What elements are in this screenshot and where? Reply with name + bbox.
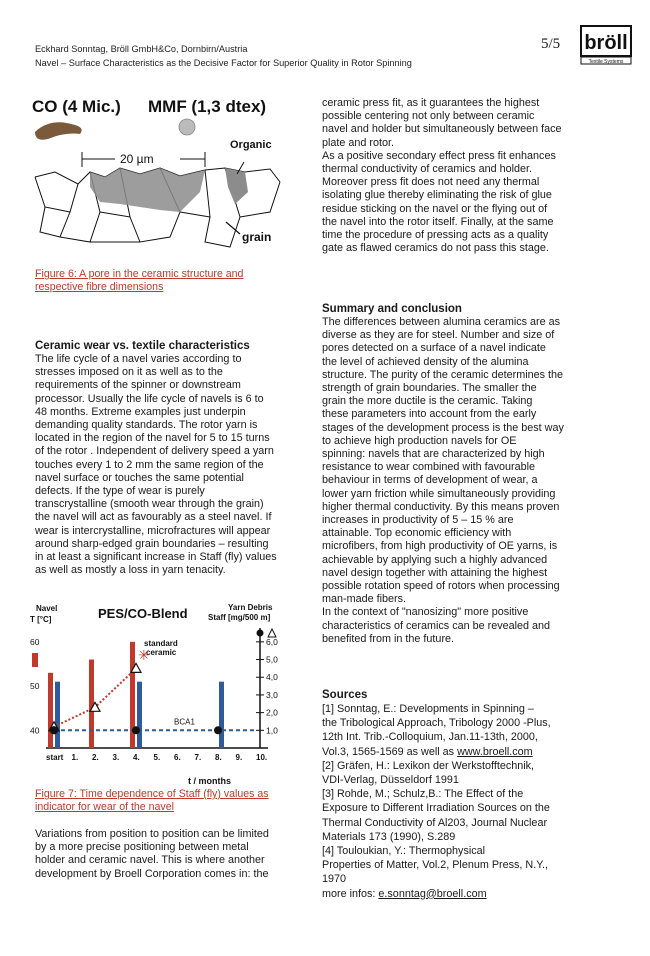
- para-line: touches every 1 to 2 mm the same region of the: [35, 458, 264, 471]
- para-line: to achieve high production navels for OE: [322, 434, 517, 447]
- x-tick-label: 5.: [153, 753, 161, 762]
- bar-bca1: [137, 682, 142, 748]
- right-tick-label: 5,0: [266, 654, 278, 665]
- heading-sources: Sources: [322, 689, 368, 701]
- left-axis-label: Navel T [°C]: [30, 604, 58, 624]
- para-line: characteristics of ceramics can be revealed and: [322, 619, 551, 632]
- para-line: behaviour in terms of development of wear, a: [322, 474, 538, 487]
- page-number: 5/5: [541, 36, 561, 52]
- para-line: by a more precise positioning between metal: [35, 841, 249, 854]
- right-tick-label: 1,0: [266, 725, 278, 736]
- header-title: Navel – Surface Characteristics as the Decisive Factor for Superior Quality in Rotor Spinning: [35, 58, 412, 68]
- source-text: Vol.3, 1565-1569 as well as: [322, 745, 455, 758]
- left-tick-label: 60: [30, 636, 40, 647]
- x-tick-label: start: [46, 753, 64, 762]
- para-line: possible rotation speed of rotors when processing: [322, 580, 560, 593]
- x-tick-label: 7.: [194, 753, 202, 762]
- figure-7-caption: [35, 788, 285, 814]
- source-line: VDI-Verlag, Düsseldorf 1991: [322, 774, 459, 787]
- section-sources: [322, 688, 570, 902]
- source-line: [3] Rohde, M.; Schulz,B.: The Effect of the: [322, 788, 524, 801]
- para-line: pores detected on a surface of a navel indicate: [322, 342, 546, 355]
- point-bca1: [132, 726, 140, 734]
- annotation-standard: standard: [144, 639, 178, 648]
- para-line: The life cycle of a navel varies according to: [35, 353, 242, 365]
- bar-standard: [48, 673, 53, 748]
- right-tick-label: 2,0: [266, 707, 278, 718]
- para-line: As a positive secondary effect press fit enhances: [322, 149, 556, 162]
- para-line: strength of grain boundaries. The smaller the: [322, 382, 537, 395]
- figure-6-pore-diagram: [30, 92, 290, 262]
- link-email[interactable]: e.sonntag@broell.com: [378, 887, 487, 900]
- label-grain: grain: [242, 230, 272, 244]
- x-tick-label: 2.: [92, 753, 99, 762]
- para-line: these parameters into account from the early: [322, 408, 537, 421]
- para-line: holder and ceramic navel. This is where another: [35, 854, 265, 867]
- organic-debris-area: [225, 168, 248, 204]
- source-line: [2] Gräfen, H.: Lexikon der Werkstofftechnik,: [322, 759, 535, 772]
- para-line: development by Broell Corporation comes in: the: [35, 867, 269, 880]
- logo-text: bröll: [584, 32, 628, 54]
- right-tick-label: 3,0: [266, 689, 278, 700]
- para-line: transcrystalline (smooth wear through the grain): [35, 498, 264, 511]
- figure-7-caption-line1: Figure 7: Time dependence of Staff (fly) values as: [35, 788, 269, 800]
- header-author: Eckhard Sonntag, Bröll GmbH&Co, Dornbirn/Austria: [35, 44, 248, 54]
- label-co: CO (4 Mic.): [32, 97, 121, 116]
- para-line: thermal conductivity of ceramics and holder.: [322, 163, 533, 176]
- para-line: lower yarn friction while simultaneously providing: [322, 487, 556, 500]
- label-scale: 20 µm: [120, 152, 154, 166]
- annotation-bca1: BCA1: [174, 717, 195, 727]
- logo-sub: Textile Systems: [588, 59, 624, 65]
- figure-7-chart: [28, 598, 290, 786]
- para-line: higher thermal conductivity. By this means proven: [322, 500, 560, 513]
- para-line: Variations from position to position can be limited: [35, 828, 269, 840]
- pore-area: [90, 168, 205, 212]
- right-tick-label: 4,0: [266, 672, 278, 683]
- source-line: [1] Sonntag, E.: Developments in Spinning –: [322, 703, 534, 715]
- para-line: wear is intercrystalline, microfractures will appear: [35, 524, 271, 537]
- figure-6-caption-line1: Figure 6: A pore in the ceramic structure and: [35, 268, 244, 280]
- source-line: 12th Int. Trib.-Colloquium, Jan.11-13th, 2000,: [322, 731, 538, 744]
- annotation-ceramic: ceramic: [146, 648, 177, 657]
- bar-standard: [89, 660, 94, 748]
- para-line: the level of achieved density of the alumina: [322, 355, 529, 368]
- x-tick-label: 9.: [235, 753, 243, 762]
- section-variations: [35, 828, 283, 881]
- para-line: time the procedure of pressing acts as a quality: [322, 229, 549, 242]
- para-line: navel design together with attaining the highest: [322, 566, 548, 579]
- section-press-fit: [322, 97, 570, 255]
- para-line: benefited from in the future.: [322, 632, 455, 645]
- x-tick-label: 8.: [215, 753, 222, 762]
- para-line: the navel into the rotor itself. Finally, at the same: [322, 215, 554, 228]
- x-tick-label: 10.: [256, 753, 268, 762]
- para-line: of the rotor . Independent of delivery speed a yarn: [35, 445, 274, 458]
- para-line: defects. If the type of wear is purely: [35, 485, 205, 498]
- para-line: In the context of "nanosizing" more positive: [322, 606, 529, 619]
- para-line: man-made fibers.: [322, 593, 407, 606]
- para-line: around sharp-edged grain boundaries – resulting: [35, 537, 269, 550]
- x-tick-label: 3.: [112, 753, 120, 762]
- para-line: gate as flawed ceramics do not pass this stage.: [322, 242, 549, 255]
- para-line: attainable. Top economic efficiency with: [322, 527, 512, 540]
- label-organic: Organic: [230, 139, 272, 151]
- source-text: more infos:: [322, 887, 376, 900]
- para-line: navel surface or touches the same potential: [35, 471, 244, 484]
- para-line: as well as mostly a loss in yarn tenacity.: [35, 564, 226, 577]
- para-line: microfibers, from high productivity of OE yarns, is: [322, 540, 558, 553]
- x-tick-label: 1.: [71, 753, 79, 762]
- para-line: demanding quality standards. The rotor yarn is: [35, 419, 258, 432]
- para-line: Moreover press fit does not need any thermal: [322, 176, 540, 189]
- source-line: [4] Touloukian, Y.: Thermophysical: [322, 845, 486, 858]
- para-line: requirements of the spinner or downstream: [35, 379, 241, 392]
- para-line: structure. The purity of the ceramic determines the: [322, 368, 564, 381]
- para-line: resistance to wear combined with favourable: [322, 461, 536, 474]
- co-fibre-shape: [35, 122, 82, 139]
- legend-dot-icon: [257, 630, 264, 637]
- para-line: plate and rotor.: [322, 136, 395, 149]
- section-ceramic-wear: [35, 339, 283, 577]
- para-line: grain the more ductile is the ceramic. Taking: [322, 395, 533, 408]
- mmf-fibre-shape: [179, 119, 195, 135]
- legend-triangle-icon: [268, 629, 276, 637]
- source-line: Exposure to Different Irradiation Sources on the: [322, 802, 550, 815]
- figure-7-caption-line2: indicator for wear of the navel: [35, 801, 174, 813]
- para-line: 48 months. Extreme examples just underpin: [35, 405, 246, 418]
- para-line: isolating glue thereby eliminating the risk of glue: [322, 189, 552, 202]
- heading-summary: Summary and conclusion: [322, 303, 462, 315]
- x-tick-label: 4.: [133, 753, 140, 762]
- source-line: the Tribological Approach, Tribology 2000 -Plus,: [322, 717, 551, 730]
- para-line: stages of the development process is the best way: [322, 421, 564, 434]
- para-line: located in the region of the navel for 5 to 15 turns: [35, 432, 270, 445]
- source-line: Materials 173 (1990), S.289: [322, 830, 456, 843]
- para-line: processor. Usually the life cycle of navels is 6 to: [35, 392, 264, 405]
- para-line: in at least a significant increase in Staff (fly) values: [35, 551, 277, 564]
- x-tick-label: 6.: [174, 753, 181, 762]
- left-tick-label: 40: [30, 725, 40, 736]
- para-line: residue sticking on the navel or the flying out of: [322, 202, 548, 215]
- section-summary: [322, 302, 570, 646]
- source-line: [322, 888, 570, 901]
- para-line: navel and holder but simultaneously between face: [322, 123, 562, 136]
- bar-bca1: [219, 682, 224, 748]
- para-line: the navel will act as favourably as a steel navel. If: [35, 511, 272, 524]
- para-line: stresses imposed on it as well as to the: [35, 366, 223, 379]
- para-line: ceramic press fit, as it guarantees the highest: [322, 97, 540, 109]
- source-line: 1970: [322, 873, 347, 886]
- para-line: possible centering not only between ceramic: [322, 110, 535, 123]
- line-standard: [54, 668, 136, 726]
- right-axis-label: Yarn Debris Staff [mg/500 m]: [208, 603, 273, 622]
- source-line: [322, 746, 570, 759]
- source-line: Thermal Conductivity of Al203, Journal Nuclear: [322, 816, 548, 829]
- bar-bca1: [55, 682, 60, 748]
- para-line: increases in productivity of 5 – 15 % are: [322, 514, 514, 527]
- heading-ceramic-wear: Ceramic wear vs. textile characteristics: [35, 340, 250, 352]
- para-line: The differences between alumina ceramics are as: [322, 316, 561, 328]
- figure-6-caption: [35, 268, 285, 294]
- link-broell[interactable]: www.broell.com: [457, 745, 533, 758]
- broell-logo: [580, 25, 632, 65]
- legend-red-box: [32, 653, 38, 667]
- x-axis-label: t / months: [188, 776, 231, 786]
- left-tick-label: 50: [30, 681, 40, 692]
- source-line: Properties of Matter, Vol.2, Plenum Press, N.Y.,: [322, 859, 549, 872]
- right-tick-label: 6,0: [266, 636, 278, 647]
- point-start: [50, 726, 58, 734]
- point-bca1: [214, 726, 222, 734]
- para-line: spinning: navels that are characterized by high: [322, 448, 545, 461]
- chart-title: PES/CO-Blend: [98, 606, 188, 621]
- figure-6-caption-line2: respective fibre dimensions: [35, 281, 164, 293]
- para-line: diverse as they are for steel. Number and size of: [322, 329, 555, 342]
- star-icon: ✳: [138, 647, 150, 663]
- label-mmf: MMF (1,3 dtex): [148, 97, 267, 116]
- para-line: achievable by applying such a highly advanced: [322, 553, 548, 566]
